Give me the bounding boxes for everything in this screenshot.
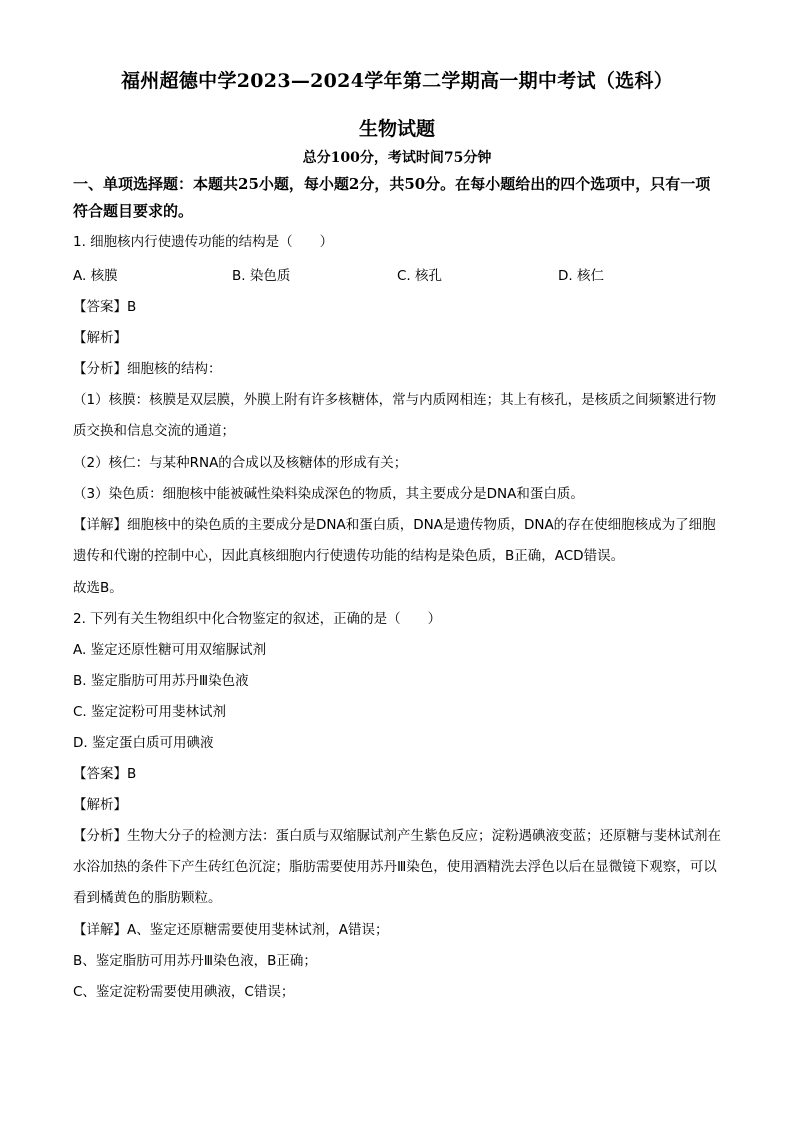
question-2-stem: 2. 下列有关生物组织中化合物鉴定的叙述，正确的是（ ） (73, 611, 442, 627)
q2-analysis-label: 【解析】 (73, 797, 127, 813)
q1-answer: 【答案】B (73, 299, 137, 315)
q2-option-b: B. 鉴定脂肪可用苏丹Ⅲ染色液 (73, 673, 249, 689)
q1-conclusion: 故选B。 (73, 580, 123, 596)
q2-answer: 【答案】B (73, 766, 137, 782)
score-time-line: 总分100分，考试时间75分钟 (302, 150, 492, 166)
q2-fenxi: 【分析】生物大分子的检测方法：蛋白质与双缩脲试剂产生紫色反应；淀粉遇碘液变蓝；还原糖与斐林试剂在水浴加热的条件下产生砖红色沉淀；脂肪需要使用苏丹Ⅲ染色，使用酒精洗去浮色以后在显微镜下观察，可以看到橘黄色的脂肪颗粒。 (73, 828, 721, 906)
q2-option-a: A. 鉴定还原性糖可用双缩脲试剂 (73, 642, 267, 658)
question-1-stem: 1. 细胞核内行使遗传功能的结构是（ ） (73, 234, 334, 250)
q1-option-c: C. 核孔 (397, 268, 443, 284)
q1-fenxi: 【分析】细胞核的结构： (73, 361, 222, 377)
section-heading: 一、单项选择题：本题共25小题，每小题2分，共50分。在每小题给出的四个选项中，只有一项符合题目要求的。 (73, 175, 711, 220)
q2-option-d: D. 鉴定蛋白质可用碘液 (73, 735, 214, 751)
q1-detail: 【详解】细胞核中的染色质的主要成分是DNA和蛋白质，DNA是遗传物质，DNA的存在使细胞核成为了细胞遗传和代谢的控制中心，因此真核细胞内行使遗传功能的结构是染色质，B正确，ACD错误。 (73, 517, 716, 564)
q1-point-1: （1）核膜：核膜是双层膜，外膜上附有许多核糖体，常与内质网相连；其上有核孔，是核质之间频繁进行物质交换和信息交流的通道； (73, 392, 717, 439)
q2-detail-a: 【详解】A、鉴定还原糖需要使用斐林试剂，A错误； (73, 922, 389, 938)
q1-option-b: B. 染色质 (232, 268, 291, 284)
exam-subtitle: 生物试题 (358, 118, 435, 140)
exam-title: 福州超德中学2023—2024学年第二学期高一期中考试（选科） (120, 70, 674, 92)
q1-analysis-label: 【解析】 (73, 330, 127, 346)
q1-option-a: A. 核膜 (73, 268, 118, 284)
q2-detail-c: C、鉴定淀粉需要使用碘液，C错误； (73, 984, 295, 1000)
q2-option-c: C. 鉴定淀粉可用斐林试剂 (73, 704, 227, 720)
q2-detail-b: B、鉴定脂肪可用苏丹Ⅲ染色液，B正确； (73, 953, 317, 969)
q1-point-3: （3）染色质：细胞核中能被碱性染料染成深色的物质，其主要成分是DNA和蛋白质。 (73, 486, 584, 502)
q1-point-2: （2）核仁：与某种RNA的合成以及核糖体的形成有关； (73, 455, 408, 471)
q1-option-d: D. 核仁 (558, 268, 604, 284)
